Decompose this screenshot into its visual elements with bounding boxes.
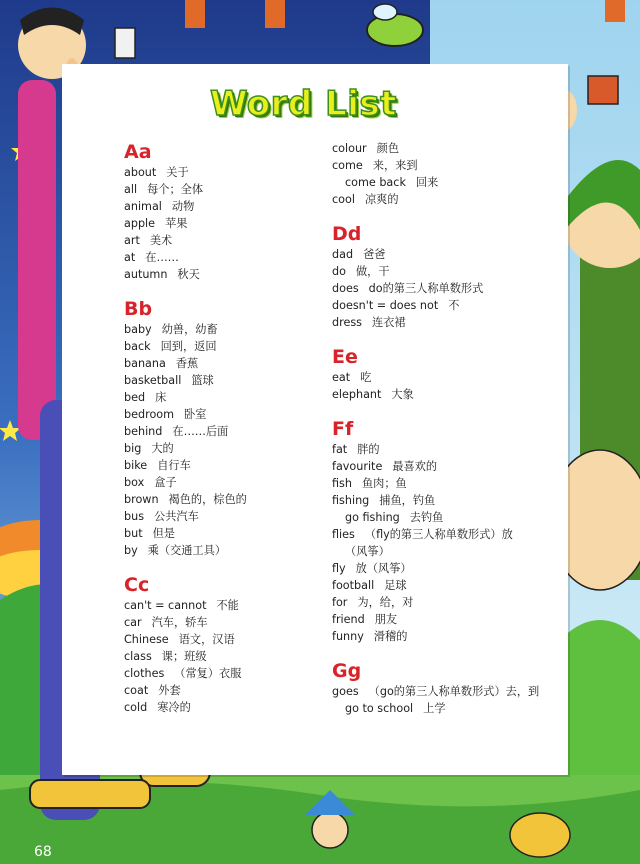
- chinese-meaning: 捕鱼，钓鱼: [379, 494, 436, 507]
- english-word: class: [124, 650, 152, 663]
- word-entry: [124, 423, 314, 440]
- word-entry: [124, 266, 314, 283]
- chinese-meaning: 足球: [384, 579, 407, 592]
- english-word: by: [124, 544, 138, 557]
- chinese-meaning: 公共汽车: [154, 510, 199, 523]
- chinese-meaning: 回到，返回: [160, 340, 217, 353]
- chinese-meaning: 每个；全体: [147, 183, 204, 196]
- word-entry: [332, 594, 562, 611]
- chinese-meaning: 去钓鱼: [409, 511, 444, 524]
- english-word: brown: [124, 493, 159, 506]
- english-word: but: [124, 527, 143, 540]
- chinese-meaning: 卧室: [184, 408, 207, 421]
- word-entry: [332, 297, 562, 314]
- chinese-meaning: 做，干: [355, 265, 390, 278]
- chinese-meaning: 幼兽，幼畜: [161, 323, 218, 336]
- section-letter: Dd: [332, 223, 362, 245]
- english-word: Chinese: [124, 633, 169, 646]
- english-word: goes: [332, 685, 359, 698]
- chinese-meaning: 自行车: [157, 459, 191, 472]
- word-entry: [124, 508, 314, 525]
- chinese-meaning: 鱼肉；鱼: [361, 477, 407, 490]
- english-word: autumn: [124, 268, 168, 281]
- english-word: all: [124, 183, 138, 196]
- word-entry: [124, 597, 314, 614]
- chinese-meaning: 动物: [171, 200, 195, 213]
- word-entry: [332, 263, 562, 280]
- chinese-meaning: 在……后面: [172, 425, 229, 438]
- word-entry: [332, 475, 562, 492]
- english-word: coat: [124, 684, 149, 697]
- english-word: car: [124, 616, 142, 629]
- english-word: does: [332, 282, 359, 295]
- word-entry: [332, 509, 562, 526]
- word-entry: [124, 249, 314, 266]
- chinese-meaning: do的第三人称单数形式: [368, 282, 484, 295]
- english-word: apple: [124, 217, 156, 230]
- word-entry: [124, 682, 314, 699]
- english-word: dad: [332, 248, 354, 261]
- word-entry: [332, 140, 562, 157]
- english-word: favourite: [332, 460, 383, 473]
- english-word: big: [124, 442, 142, 455]
- english-word: behind: [124, 425, 163, 438]
- meaning-continuation: （风筝）: [345, 545, 390, 558]
- right-column: [332, 140, 562, 731]
- word-entry: [124, 215, 314, 232]
- section-letter: Ff: [332, 418, 354, 440]
- english-word: do: [332, 265, 346, 278]
- english-word: back: [124, 340, 151, 353]
- english-word: dress: [332, 316, 362, 329]
- english-word: can't = cannot: [124, 599, 207, 612]
- letter-section: [332, 345, 562, 403]
- english-word: fat: [332, 443, 348, 456]
- word-entry: [124, 648, 314, 665]
- chinese-meaning: 在……: [145, 251, 179, 264]
- word-entry: [332, 628, 562, 645]
- chinese-meaning: 回来: [415, 176, 439, 189]
- chinese-meaning: 凉爽的: [364, 193, 399, 206]
- section-letter: Bb: [124, 298, 153, 320]
- word-entry: [124, 198, 314, 215]
- chinese-meaning: 乘（交通工具）: [147, 544, 227, 557]
- chinese-meaning: 关于: [166, 166, 189, 179]
- english-word: bike: [124, 459, 148, 472]
- chinese-meaning: 胖的: [357, 443, 380, 456]
- english-word: go fishing: [345, 511, 400, 524]
- word-entry: [332, 174, 562, 191]
- word-entry: [124, 525, 314, 542]
- english-word: bus: [124, 510, 145, 523]
- english-word: clothes: [124, 667, 165, 680]
- chinese-meaning: 来，来到: [372, 159, 418, 172]
- word-entry: [124, 491, 314, 508]
- chinese-meaning: 不: [448, 299, 460, 312]
- word-entry: [124, 440, 314, 457]
- chinese-meaning: 大的: [151, 442, 174, 455]
- word-entry: [124, 372, 314, 389]
- chinese-meaning: 最喜欢的: [392, 460, 438, 473]
- english-word: cool: [332, 193, 355, 206]
- word-entry: [332, 191, 562, 208]
- page-title: Word List: [210, 84, 397, 124]
- english-word: flies: [332, 528, 355, 541]
- page-number: 68: [34, 844, 52, 860]
- word-entry: [332, 492, 562, 509]
- word-entry: [332, 280, 562, 297]
- english-word: come back: [345, 176, 406, 189]
- letter-section: [332, 140, 562, 208]
- english-word: baby: [124, 323, 152, 336]
- chinese-meaning: 盒子: [154, 476, 177, 489]
- chinese-meaning: 语文，汉语: [178, 633, 235, 646]
- english-word: friend: [332, 613, 365, 626]
- chinese-meaning: 上学: [423, 702, 446, 715]
- word-entry: [124, 389, 314, 406]
- word-entry: [332, 700, 562, 717]
- chinese-meaning: 美术: [149, 234, 173, 247]
- word-entry: [124, 321, 314, 338]
- word-entry: [332, 683, 562, 700]
- chinese-meaning: （常复）衣服: [174, 667, 242, 680]
- english-word: fishing: [332, 494, 370, 507]
- english-word: funny: [332, 630, 364, 643]
- word-entry: [332, 526, 562, 560]
- chinese-meaning: 香蕉: [175, 357, 199, 370]
- section-letter: Cc: [124, 574, 150, 596]
- english-word: banana: [124, 357, 166, 370]
- letter-section: [332, 417, 562, 645]
- word-entry: [332, 458, 562, 475]
- english-word: cold: [124, 701, 148, 714]
- chinese-meaning: 连衣裙: [372, 316, 406, 329]
- word-entry: [124, 631, 314, 648]
- word-entry: [332, 157, 562, 174]
- english-word: animal: [124, 200, 162, 213]
- word-entry: [332, 560, 562, 577]
- english-word: doesn't = does not: [332, 299, 439, 312]
- chinese-meaning: 不能: [216, 599, 239, 612]
- section-letter: Gg: [332, 660, 362, 682]
- english-word: eat: [332, 371, 351, 384]
- word-entry: [124, 542, 314, 559]
- letter-section: [124, 573, 314, 716]
- word-entry: [124, 457, 314, 474]
- word-entry: [124, 232, 314, 249]
- word-entry: [332, 369, 562, 386]
- chinese-meaning: 朋友: [374, 613, 398, 626]
- word-entry: [332, 386, 562, 403]
- english-word: come: [332, 159, 363, 172]
- chinese-meaning: （fly的第三人称单数形式）放: [364, 528, 513, 541]
- chinese-meaning: 汽车，轿车: [151, 616, 208, 629]
- section-letter: Aa: [124, 141, 152, 163]
- chinese-meaning: 篮球: [191, 374, 214, 387]
- english-word: go to school: [345, 702, 414, 715]
- chinese-meaning: 为，给，对: [357, 596, 414, 609]
- english-word: bed: [124, 391, 146, 404]
- word-entry: [124, 338, 314, 355]
- word-entry: [124, 406, 314, 423]
- word-entry: [124, 355, 314, 372]
- english-word: art: [124, 234, 140, 247]
- chinese-meaning: 寒冷的: [157, 701, 191, 714]
- word-entry: [124, 164, 314, 181]
- letter-section: [332, 222, 562, 331]
- chinese-meaning: 褐色的，棕色的: [168, 493, 247, 506]
- word-entry: [124, 665, 314, 682]
- word-entry: [124, 699, 314, 716]
- word-entry: [332, 611, 562, 628]
- word-entry: [332, 577, 562, 594]
- word-entry: [332, 314, 562, 331]
- chinese-meaning: 滑稽的: [373, 630, 408, 643]
- chinese-meaning: 但是: [152, 527, 175, 540]
- letter-section: [124, 140, 314, 283]
- english-word: about: [124, 166, 157, 179]
- chinese-meaning: 外套: [158, 684, 181, 697]
- english-word: bedroom: [124, 408, 175, 421]
- letter-section: [124, 297, 314, 559]
- section-letter: Ee: [332, 346, 358, 368]
- chinese-meaning: 大象: [391, 388, 414, 401]
- chinese-meaning: 秋天: [177, 268, 200, 281]
- english-word: fly: [332, 562, 346, 575]
- chinese-meaning: 爸爸: [363, 248, 386, 261]
- letter-section: [332, 659, 562, 717]
- english-word: basketball: [124, 374, 182, 387]
- english-word: for: [332, 596, 348, 609]
- english-word: at: [124, 251, 136, 264]
- chinese-meaning: 颜色: [376, 142, 400, 155]
- chinese-meaning: 课；班级: [161, 650, 207, 663]
- chinese-meaning: 放（风筝）: [355, 562, 412, 575]
- word-entry: [124, 614, 314, 631]
- word-entry: [332, 441, 562, 458]
- chinese-meaning: 吃: [360, 371, 372, 384]
- english-word: box: [124, 476, 145, 489]
- left-column: [124, 140, 314, 730]
- chinese-meaning: 床: [155, 391, 167, 404]
- word-entry: [124, 474, 314, 491]
- word-entry: [124, 181, 314, 198]
- chinese-meaning: （go的第三人称单数形式）去，到: [368, 685, 540, 698]
- english-word: colour: [332, 142, 367, 155]
- english-word: football: [332, 579, 375, 592]
- word-entry: [332, 246, 562, 263]
- chinese-meaning: 苹果: [165, 217, 188, 230]
- english-word: fish: [332, 477, 352, 490]
- english-word: elephant: [332, 388, 382, 401]
